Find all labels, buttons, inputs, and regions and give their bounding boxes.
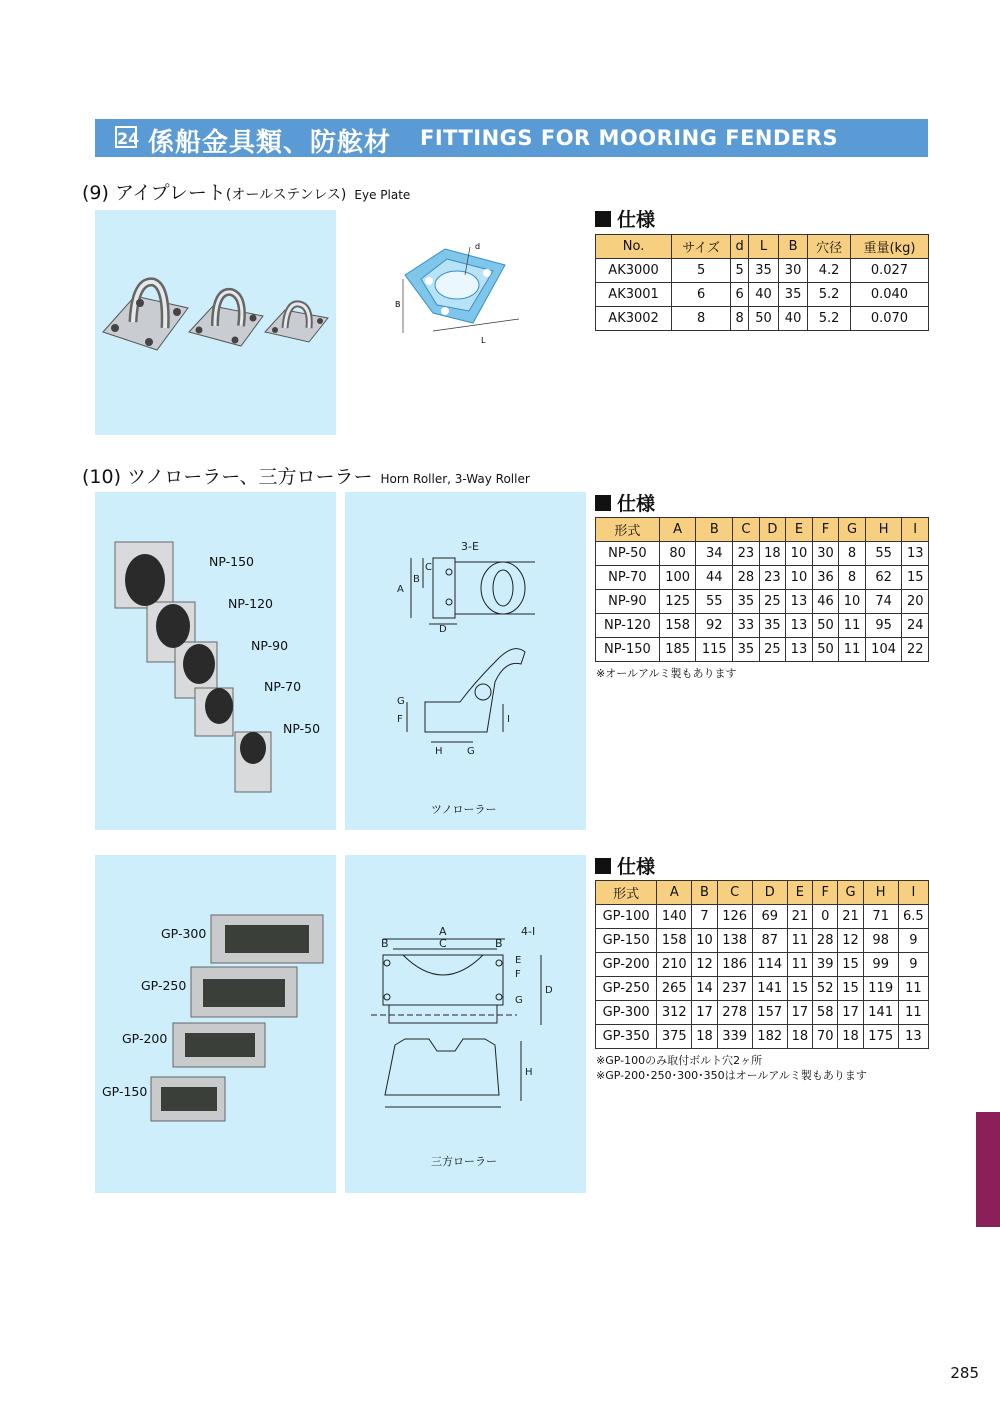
- three-way-roller-image: [95, 855, 336, 1193]
- table-cell: 11: [787, 929, 812, 953]
- table-cell: 5.2: [808, 307, 851, 331]
- table-cell: 50: [812, 614, 839, 638]
- table-cell: 23: [759, 566, 786, 590]
- table-cell: GP-150: [596, 929, 657, 953]
- table-cell: 0: [813, 905, 838, 929]
- dim-label-b: B: [395, 300, 401, 309]
- spec-heading-text: 仕様: [617, 493, 656, 515]
- table-cell: 141: [752, 977, 787, 1001]
- table-cell: 312: [657, 1001, 692, 1025]
- dim-label-b: B: [413, 574, 420, 585]
- column-header: A: [657, 881, 692, 905]
- dim-label-h: H: [435, 746, 443, 757]
- table-cell: 0.027: [850, 259, 928, 283]
- table-cell: 18: [787, 1025, 812, 1049]
- section-number: 24: [115, 126, 137, 148]
- table-cell: 58: [813, 1001, 838, 1025]
- dim-label-f: F: [397, 714, 403, 725]
- table-cell: 18: [759, 542, 786, 566]
- table-cell: 36: [812, 566, 839, 590]
- horn-roller-caption: ツノローラー: [431, 803, 497, 816]
- table-cell: AK3002: [596, 307, 672, 331]
- section-title-en: FITTINGS FOR MOORING FENDERS: [420, 126, 839, 150]
- table-cell: AK3001: [596, 283, 672, 307]
- gp-note-2: ※GP-200･250･300･350はオールアルミ製もあります: [596, 1069, 867, 1082]
- eye-plate-small: [265, 304, 328, 342]
- dim-label-g: G: [515, 995, 523, 1006]
- square-bullet-icon: [595, 495, 611, 511]
- table-cell: NP-70: [596, 566, 660, 590]
- table-cell: GP-100: [596, 905, 657, 929]
- table-row: [596, 307, 929, 331]
- square-bullet-icon: [595, 211, 611, 227]
- table-cell: 62: [865, 566, 902, 590]
- dim-label-g: G: [397, 696, 405, 707]
- horn-roller-diagram-panel: [345, 492, 586, 830]
- horn-roller-photo: [95, 492, 336, 830]
- table-header-row: [596, 518, 929, 542]
- three-way-roller-caption: 三方ローラー: [431, 1155, 497, 1168]
- table-cell: 17: [838, 1001, 863, 1025]
- table-cell: 34: [696, 542, 733, 566]
- column-header: G: [838, 881, 863, 905]
- table-cell: 15: [787, 977, 812, 1001]
- table-cell: 35: [733, 638, 760, 662]
- table-row: [596, 905, 929, 929]
- table-cell: GP-250: [596, 977, 657, 1001]
- dim-label-c: C: [425, 562, 432, 573]
- table-cell: 46: [812, 590, 839, 614]
- column-header: L: [749, 235, 779, 259]
- table-cell: 20: [902, 590, 929, 614]
- table-cell: 138: [717, 929, 752, 953]
- table-cell: 71: [863, 905, 898, 929]
- table-cell: 15: [838, 953, 863, 977]
- table-cell: 35: [778, 283, 808, 307]
- table-cell: 28: [813, 929, 838, 953]
- table-cell: 35: [749, 259, 779, 283]
- column-header: H: [865, 518, 902, 542]
- table-cell: 375: [657, 1025, 692, 1049]
- dim-label-g2: G: [467, 746, 475, 757]
- table-cell: GP-350: [596, 1025, 657, 1049]
- dim-label-d: D: [439, 624, 447, 635]
- eye-plate-photo: [95, 210, 336, 435]
- table-cell: 30: [812, 542, 839, 566]
- table-cell: 14: [692, 977, 717, 1001]
- three-way-roller-diagram-panel: [345, 855, 586, 1193]
- table-cell: 265: [657, 977, 692, 1001]
- three-way-roller-diagram: [345, 855, 586, 1193]
- table-cell: 11: [898, 977, 928, 1001]
- table-cell: 5: [731, 259, 749, 283]
- table-cell: AK3000: [596, 259, 672, 283]
- table-cell: 186: [717, 953, 752, 977]
- table-cell: 44: [696, 566, 733, 590]
- table-cell: 99: [863, 953, 898, 977]
- eye-plate-title-paren: (オールステンレス): [225, 187, 347, 203]
- table-row: [596, 542, 929, 566]
- photo-label-gp200: GP-200: [122, 1031, 168, 1046]
- table-cell: 35: [759, 614, 786, 638]
- table-cell: 40: [778, 307, 808, 331]
- dim-label-a: A: [439, 925, 447, 938]
- table-cell: 13: [786, 638, 813, 662]
- table-cell: 52: [813, 977, 838, 1001]
- eye-plate-title-en: Eye Plate: [354, 188, 411, 202]
- eye-plate-diagram: [385, 235, 535, 350]
- spec-heading-text: 仕様: [617, 856, 656, 878]
- table-cell: 25: [759, 638, 786, 662]
- eye-plate-medium: [189, 292, 263, 346]
- table-cell: 5: [672, 259, 731, 283]
- table-cell: 126: [717, 905, 752, 929]
- table-cell: 6: [672, 283, 731, 307]
- table-cell: 0.040: [850, 283, 928, 307]
- photo-label-np120: NP-120: [228, 596, 273, 611]
- dim-label-4i: 4-I: [521, 925, 536, 938]
- dim-label-d: D: [545, 985, 553, 996]
- table-cell: 13: [786, 590, 813, 614]
- column-header: I: [898, 881, 928, 905]
- table-cell: 23: [733, 542, 760, 566]
- spec-heading-text: 仕様: [617, 209, 656, 231]
- horn-roller-title-en: Horn Roller, 3-Way Roller: [380, 472, 530, 486]
- table-cell: 12: [692, 953, 717, 977]
- table-cell: 237: [717, 977, 752, 1001]
- table-cell: GP-300: [596, 1001, 657, 1025]
- dim-label-b2: B: [495, 937, 503, 950]
- column-header: B: [778, 235, 808, 259]
- horn-roller-image: [95, 492, 336, 830]
- table-cell: 11: [839, 638, 866, 662]
- dim-label-3e: 3-E: [461, 540, 479, 553]
- table-cell: 35: [733, 590, 760, 614]
- column-header: 重量(kg): [850, 235, 928, 259]
- column-header: B: [696, 518, 733, 542]
- dim-label-i: I: [507, 714, 510, 725]
- horn-roller-spec-table: [595, 517, 929, 662]
- dim-label-b: B: [381, 937, 389, 950]
- table-row: [596, 566, 929, 590]
- table-cell: 70: [813, 1025, 838, 1049]
- table-cell: 8: [731, 307, 749, 331]
- table-cell: 6.5: [898, 905, 928, 929]
- table-cell: 11: [898, 1001, 928, 1025]
- column-header: I: [902, 518, 929, 542]
- table-cell: 175: [863, 1025, 898, 1049]
- table-cell: 69: [752, 905, 787, 929]
- photo-label-gp150: GP-150: [102, 1084, 148, 1099]
- table-cell: 157: [752, 1001, 787, 1025]
- table-cell: 21: [838, 905, 863, 929]
- photo-label-np150: NP-150: [209, 554, 254, 569]
- table-cell: 119: [863, 977, 898, 1001]
- section-header-bar: [95, 119, 928, 157]
- eye-plate-spec-heading: [595, 205, 655, 232]
- three-way-roller-spec-table: [595, 880, 929, 1049]
- table-cell: 17: [787, 1001, 812, 1025]
- table-cell: 18: [838, 1025, 863, 1049]
- column-header: E: [787, 881, 812, 905]
- table-cell: 8: [672, 307, 731, 331]
- table-cell: 115: [696, 638, 733, 662]
- table-cell: 100: [659, 566, 696, 590]
- column-header: G: [839, 518, 866, 542]
- table-row: [596, 283, 929, 307]
- table-cell: NP-120: [596, 614, 660, 638]
- column-header: F: [812, 518, 839, 542]
- table-cell: NP-150: [596, 638, 660, 662]
- dim-label-a: A: [397, 584, 404, 595]
- eye-plate-title-jp: (9) アイプレート: [82, 182, 226, 204]
- table-row: [596, 259, 929, 283]
- table-row: [596, 1025, 929, 1049]
- table-row: [596, 614, 929, 638]
- section-title-jp: 係船金具類、防舷材: [148, 128, 392, 158]
- table-cell: 114: [752, 953, 787, 977]
- column-header: D: [752, 881, 787, 905]
- eye-plate-large: [103, 282, 188, 350]
- table-cell: 50: [749, 307, 779, 331]
- table-cell: 25: [759, 590, 786, 614]
- table-row: [596, 590, 929, 614]
- table-cell: 158: [657, 929, 692, 953]
- photo-label-np70: NP-70: [264, 679, 302, 694]
- table-cell: 95: [865, 614, 902, 638]
- horn-roller-spec-heading: [595, 489, 655, 516]
- table-cell: 15: [902, 566, 929, 590]
- column-header: 穴径: [808, 235, 851, 259]
- table-cell: 18: [692, 1025, 717, 1049]
- dim-label-e: E: [515, 955, 522, 966]
- table-cell: 30: [778, 259, 808, 283]
- table-cell: NP-90: [596, 590, 660, 614]
- table-cell: 10: [786, 542, 813, 566]
- horn-roller-diagram: [345, 492, 586, 830]
- table-cell: 8: [839, 566, 866, 590]
- table-cell: 12: [838, 929, 863, 953]
- table-cell: 11: [787, 953, 812, 977]
- table-cell: 10: [786, 566, 813, 590]
- table-cell: 55: [865, 542, 902, 566]
- table-row: [596, 953, 929, 977]
- column-header: サイズ: [672, 235, 731, 259]
- side-index-tab: [976, 1112, 1000, 1227]
- gp-note-1: ※GP-100のみ取付ボルト穴2ヶ所: [596, 1054, 763, 1067]
- photo-label-np90: NP-90: [251, 638, 289, 653]
- table-cell: 339: [717, 1025, 752, 1049]
- table-cell: 92: [696, 614, 733, 638]
- dim-label-c: C: [439, 937, 447, 950]
- table-cell: GP-200: [596, 953, 657, 977]
- three-way-roller-photo: [95, 855, 336, 1193]
- table-cell: 24: [902, 614, 929, 638]
- column-header: C: [733, 518, 760, 542]
- column-header: C: [717, 881, 752, 905]
- table-cell: 141: [863, 1001, 898, 1025]
- table-cell: 22: [902, 638, 929, 662]
- column-header: 形式: [596, 881, 657, 905]
- table-cell: 104: [865, 638, 902, 662]
- table-cell: 125: [659, 590, 696, 614]
- table-cell: 10: [692, 929, 717, 953]
- table-cell: 140: [657, 905, 692, 929]
- table-cell: NP-50: [596, 542, 660, 566]
- dim-label-d: d: [475, 242, 481, 251]
- column-header: H: [863, 881, 898, 905]
- table-cell: 9: [898, 929, 928, 953]
- table-cell: 98: [863, 929, 898, 953]
- eye-plate-title: [82, 178, 410, 205]
- table-cell: 8: [839, 542, 866, 566]
- table-cell: 33: [733, 614, 760, 638]
- table-cell: 9: [898, 953, 928, 977]
- table-cell: 278: [717, 1001, 752, 1025]
- table-row: [596, 1001, 929, 1025]
- table-header-row: [596, 881, 929, 905]
- table-cell: 13: [898, 1025, 928, 1049]
- table-cell: 185: [659, 638, 696, 662]
- photo-label-gp300: GP-300: [161, 926, 207, 941]
- table-cell: 7: [692, 905, 717, 929]
- table-cell: 158: [659, 614, 696, 638]
- column-header: F: [813, 881, 838, 905]
- eye-plate-spec-table: [595, 234, 929, 331]
- photo-label-np50: NP-50: [283, 721, 321, 736]
- page-number: 285: [950, 1364, 979, 1382]
- column-header: B: [692, 881, 717, 905]
- dim-label-h: H: [525, 1067, 533, 1078]
- table-cell: 182: [752, 1025, 787, 1049]
- table-header-row: [596, 235, 929, 259]
- horn-roller-title-jp: (10) ツノローラー、三方ローラー: [82, 466, 373, 488]
- table-cell: 13: [786, 614, 813, 638]
- table-row: [596, 929, 929, 953]
- column-header: E: [786, 518, 813, 542]
- table-cell: 74: [865, 590, 902, 614]
- horn-roller-title: [82, 462, 530, 489]
- square-bullet-icon: [595, 858, 611, 874]
- table-cell: 5.2: [808, 283, 851, 307]
- column-header: D: [759, 518, 786, 542]
- table-row: [596, 638, 929, 662]
- table-cell: 39: [813, 953, 838, 977]
- table-cell: 210: [657, 953, 692, 977]
- three-way-roller-spec-heading: [595, 852, 655, 879]
- table-cell: 13: [902, 542, 929, 566]
- dim-label-f: F: [515, 969, 521, 980]
- table-row: [596, 977, 929, 1001]
- photo-label-gp250: GP-250: [141, 978, 187, 993]
- table-cell: 6: [731, 283, 749, 307]
- table-cell: 55: [696, 590, 733, 614]
- table-cell: 80: [659, 542, 696, 566]
- table-cell: 17: [692, 1001, 717, 1025]
- table-cell: 40: [749, 283, 779, 307]
- table-cell: 21: [787, 905, 812, 929]
- table-cell: 15: [838, 977, 863, 1001]
- table-cell: 0.070: [850, 307, 928, 331]
- column-header: 形式: [596, 518, 660, 542]
- table-cell: 50: [812, 638, 839, 662]
- column-header: A: [659, 518, 696, 542]
- table-cell: 10: [839, 590, 866, 614]
- table-cell: 28: [733, 566, 760, 590]
- column-header: No.: [596, 235, 672, 259]
- eye-plate-image: [95, 210, 336, 435]
- table-cell: 11: [839, 614, 866, 638]
- table-cell: 4.2: [808, 259, 851, 283]
- table-cell: 87: [752, 929, 787, 953]
- column-header: d: [731, 235, 749, 259]
- dim-label-l: L: [481, 336, 486, 345]
- horn-roller-note: ※オールアルミ製もあります: [596, 667, 737, 680]
